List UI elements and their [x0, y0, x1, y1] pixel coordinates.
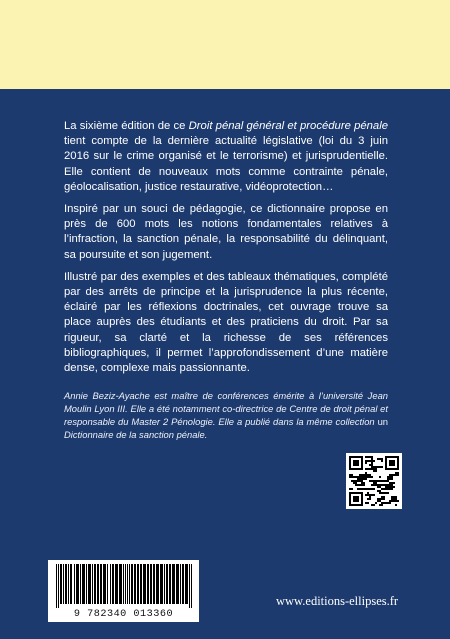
book-title-italic: Droit pénal général et procédure pénale: [188, 120, 388, 132]
blurb-text: [64, 119, 388, 448]
author-bio: Annie Beziz-Ayache est maître de conférences émérite à l’université Jean Moulin Lyon III. Elle a été notamment co-directrice de Centre de droit pénal et responsable du Master 2 Pénologie. Elle a publié dans la même collection un Dictionnaire de la sanction pénale.: [64, 390, 388, 440]
barcode-icon: [48, 560, 199, 622]
top-yellow-band: [0, 0, 450, 89]
paragraph-1: La sixième édition de ce Droit pénal général et procédure pénale tient compte de la dernière actualité législative (loi du 3 juin 2016 sur le crime organisé et le terrorisme) et jurisprudentielle. Elle contient de nouveaux mots comme contrainte pénale, géolocalisation, justice restaurative, vidéoprotection…: [64, 120, 388, 193]
publisher-website[interactable]: www.editions-ellipses.fr: [276, 594, 399, 608]
paragraph-2: Inspiré par un souci de pédagogie, ce dictionnaire propose en près de 600 mots les notions fondamentales relatives à l’infraction, la sanction pénale, la responsabilité du délinquant, sa poursuite et son jugement.: [64, 203, 388, 261]
paragraph-3: Illustré par des exemples et des tableaux thématiques, complété par des arrêts de principe et la jurisprudence la plus récente, éclairé par les réflexions doctrinales, cet ouvrage trouve sa place auprès des étudiants et des praticiens du droit. Par sa rigueur, sa clarté et la richesse de ses références bibliographiques, il permet l’approfondissement d’une matière dense, complexe mais passionnante.: [64, 270, 388, 375]
qr-code-icon: [346, 453, 402, 509]
isbn-digits: 9 782340 013360: [73, 609, 174, 620]
back-cover-panel: [0, 89, 450, 639]
